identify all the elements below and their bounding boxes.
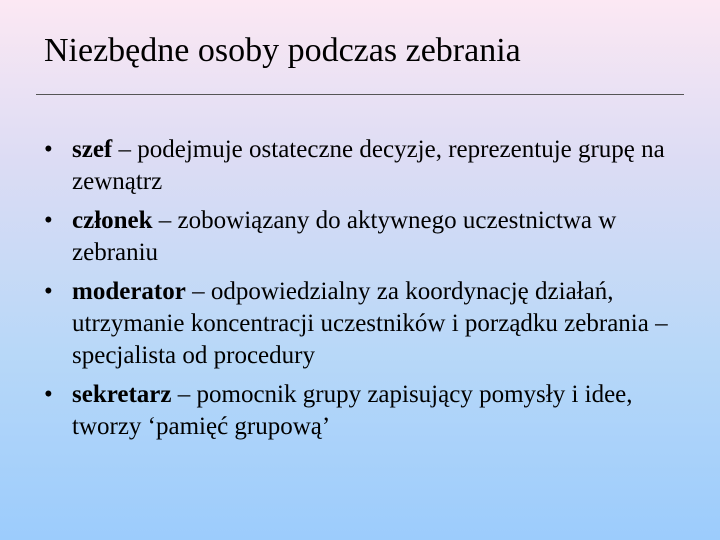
bullet-description: – odpowiedzialny za koordynację działań, utrzymanie koncentracji uczestników i porządku zebrania – specjalista od procedury (72, 278, 668, 369)
bullet-item-moderator (44, 276, 684, 372)
bullet-item-czlonek (44, 205, 684, 269)
title-divider (36, 94, 684, 95)
bullet-term: moderator (72, 278, 186, 305)
bullet-term: sekretarz (72, 381, 172, 408)
bullet-icon: • (44, 278, 53, 305)
bullet-icon: • (44, 136, 53, 163)
bullet-item-sekretarz (44, 379, 684, 443)
bullet-description: – podejmuje ostateczne decyzje, reprezentuje grupę na zewnątrz (72, 136, 665, 195)
bullet-list (44, 134, 684, 450)
bullet-icon: • (44, 207, 53, 234)
bullet-description: – zobowiązany do aktywnego uczestnictwa w zebraniu (72, 207, 617, 266)
bullet-term: członek (72, 207, 153, 234)
slide-title: Niezbędne osoby podczas zebrania (44, 32, 521, 69)
bullet-item-szef (44, 134, 684, 198)
bullet-description: – pomocnik grupy zapisujący pomysły i idee, tworzy ‘pamięć grupową’ (72, 381, 633, 440)
bullet-icon: • (44, 381, 53, 408)
bullet-term: szef (72, 136, 113, 163)
